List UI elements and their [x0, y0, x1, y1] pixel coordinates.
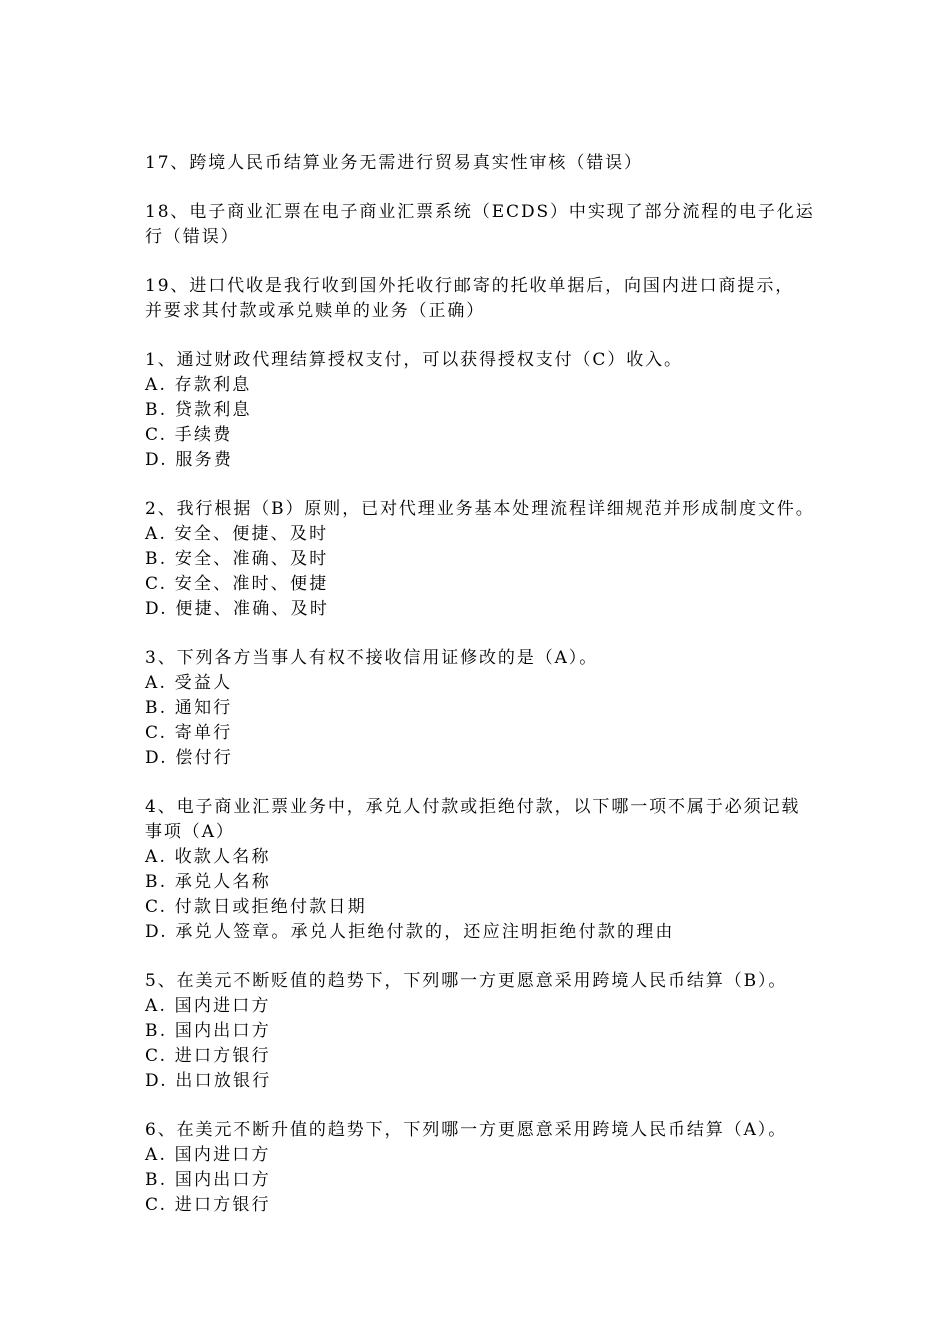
question-1 [145, 348, 810, 473]
option-d: D. 出口放银行 [145, 1071, 272, 1091]
option-d: D. 承兑人签章。承兑人拒绝付款的，还应注明拒绝付款的理由 [145, 922, 675, 942]
question-18 [145, 200, 815, 250]
option-a: A. 安全、便捷、及时 [145, 524, 329, 544]
question-text: 19、进口代收是我行收到国外托收行邮寄的托收单据后，向国内进口商提示， [145, 276, 795, 296]
question-6 [145, 1118, 810, 1218]
option-c: C. 手续费 [145, 425, 233, 445]
option-a: A. 受益人 [145, 673, 233, 693]
question-3 [145, 646, 810, 771]
option-b: B. 安全、准确、及时 [145, 549, 329, 569]
question-5 [145, 969, 810, 1094]
question-2 [145, 497, 815, 622]
option-c: C. 进口方银行 [145, 1195, 271, 1215]
question-text: 5、在美元不断贬值的趋势下，下列哪一方更愿意采用跨境人民币结算（B）。 [145, 971, 788, 991]
option-c: C. 安全、准时、便捷 [145, 574, 329, 594]
document-body [145, 151, 815, 1242]
option-c: C. 寄单行 [145, 723, 233, 743]
question-text: 6、在美元不断升值的趋势下，下列哪一方更愿意采用跨境人民币结算（A）。 [145, 1120, 788, 1140]
option-c: C. 付款日或拒绝付款日期 [145, 897, 367, 917]
question-text: 17、跨境人民币结算业务无需进行贸易真实性审核（错误） [145, 153, 643, 173]
option-c: C. 进口方银行 [145, 1046, 271, 1066]
option-b: B. 国内出口方 [145, 1170, 271, 1190]
option-b: B. 贷款利息 [145, 400, 252, 420]
option-a: A. 收款人名称 [145, 847, 271, 867]
option-d: D. 偿付行 [145, 748, 234, 768]
option-a: A. 国内进口方 [145, 1145, 271, 1165]
question-text: 18、电子商业汇票在电子商业汇票系统（ECDS）中实现了部分流程的电子化运 [145, 202, 815, 222]
question-text-continued: 行（错误） [145, 227, 240, 247]
question-text: 1、通过财政代理结算授权支付，可以获得授权支付（C）收入。 [145, 350, 683, 370]
question-text-continued: 并要求其付款或承兑赎单的业务（正确） [145, 301, 486, 321]
option-b: B. 通知行 [145, 698, 233, 718]
question-19 [145, 274, 810, 324]
question-4 [145, 795, 810, 945]
question-17 [145, 151, 810, 176]
option-d: D. 便捷、准确、及时 [145, 599, 330, 619]
option-d: D. 服务费 [145, 450, 234, 470]
question-text: 4、电子商业汇票业务中，承兑人付款或拒绝付款，以下哪一项不属于必须记载 [145, 797, 801, 817]
option-a: A. 国内进口方 [145, 996, 271, 1016]
question-text: 2、我行根据（B）原则，已对代理业务基本处理流程详细规范并形成制度文件。 [145, 499, 815, 519]
option-a: A. 存款利息 [145, 375, 252, 395]
question-text-continued: 事项（A） [145, 822, 235, 842]
option-b: B. 承兑人名称 [145, 872, 271, 892]
question-text: 3、下列各方当事人有权不接收信用证修改的是（A）。 [145, 648, 599, 668]
option-b: B. 国内出口方 [145, 1021, 271, 1041]
